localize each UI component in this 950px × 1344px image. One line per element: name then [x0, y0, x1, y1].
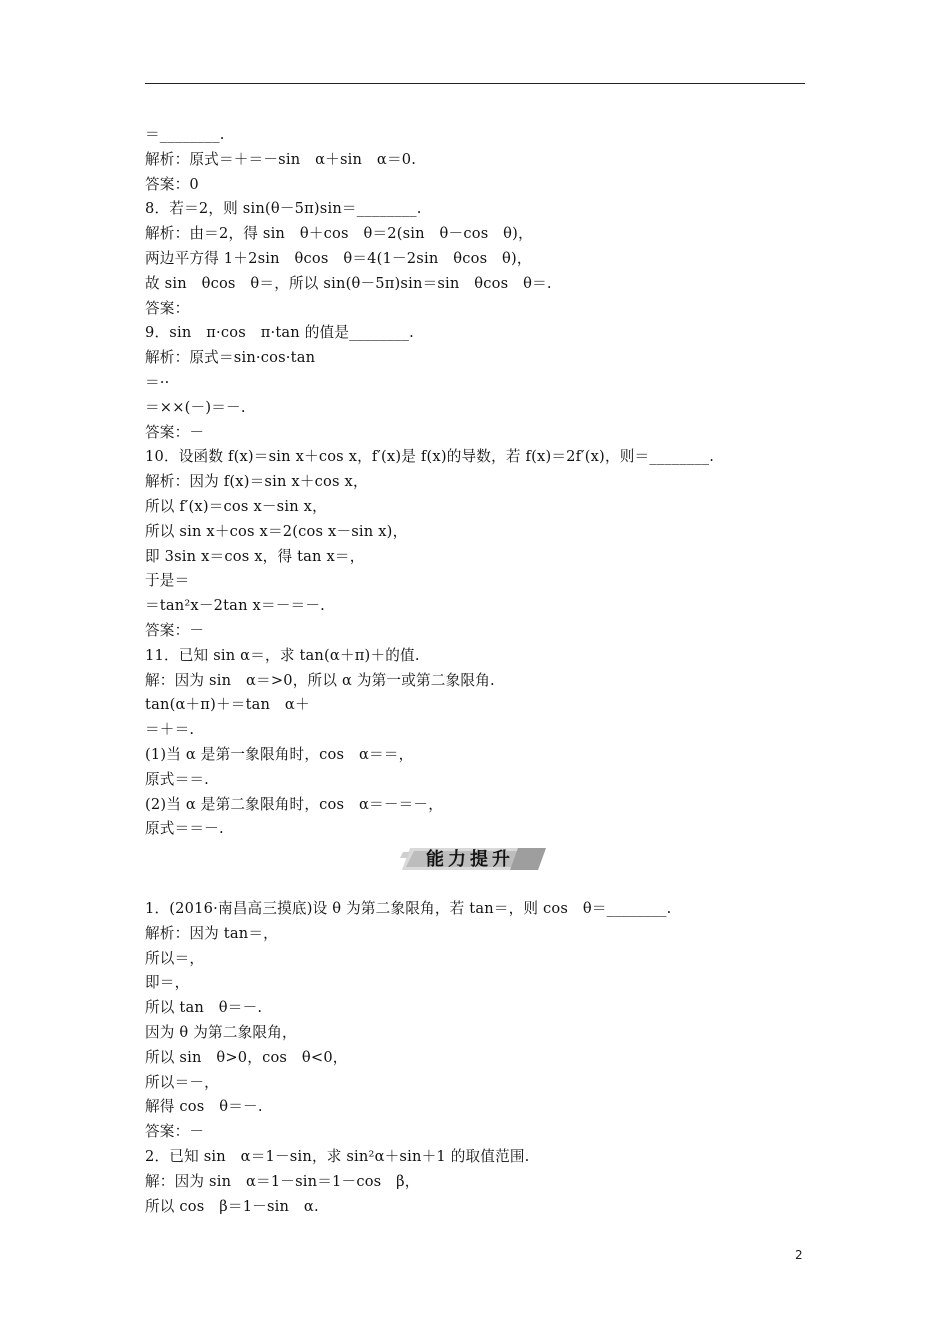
- text-line: 解：因为 sin α＝1－sin＝1－cos β，: [145, 1172, 420, 1190]
- text-line: 原式＝＝.: [145, 770, 210, 788]
- text-line: 9．sin π·cos π·tan 的值是________.: [145, 324, 414, 342]
- text-line: 即＝，: [145, 974, 190, 992]
- text-line: (2)当 α 是第二象限角时，cos α＝－＝－，: [145, 795, 444, 813]
- text-line: 答案：－: [145, 423, 205, 441]
- text-line: 解析：原式＝sin·cos·tan: [145, 349, 316, 367]
- text-line: 2．已知 sin α＝1－sin，求 sin²α＋sin＋1 的取值范围.: [145, 1147, 530, 1165]
- section-title: 能力提升: [426, 849, 514, 870]
- text-line: 解：因为 sin α＝>0，所以 α 为第一或第二象限角.: [145, 671, 495, 689]
- text-line: 答案：－: [145, 621, 205, 639]
- text-line: 两边平方得 1＋2sin θcos θ＝4(1－2sin θcos θ)，: [145, 249, 532, 267]
- ability-section-text: [145, 897, 805, 1219]
- text-line: 1．(2016·南昌高三摸底)设 θ 为第二象限角，若 tan＝，则 cos θ＝________.: [145, 900, 672, 917]
- text-line: ＝××(－)＝－.: [145, 398, 246, 416]
- text-line: 所以 tan θ＝－.: [145, 999, 263, 1017]
- text-line: tan(α＋π)＋＝tan α＋: [145, 696, 310, 714]
- text-line: 10．设函数 f(x)＝sin x＋cos x，f′(x)是 f(x)的导数，若 f(x)＝2f′(x)，则＝________.: [145, 448, 715, 466]
- text-line: 于是＝: [145, 572, 190, 590]
- text-line: 答案：－: [145, 1123, 205, 1141]
- text-line: 解析：因为 tan＝，: [145, 924, 278, 942]
- text-line: 所以 sin x＋cos x＝2(cos x－sin x)，: [145, 522, 408, 540]
- text-line: ＝________.: [145, 126, 225, 143]
- text-line: 所以＝－，: [145, 1073, 219, 1091]
- text-line: 解析：原式＝＋＝－sin α＋sin α＝0.: [145, 150, 417, 168]
- text-line: 8．若＝2，则 sin(θ－5π)sin＝________.: [145, 200, 422, 218]
- text-line: 所以 sin θ>0，cos θ<0，: [145, 1048, 348, 1066]
- text-line: 答案：0: [145, 175, 199, 193]
- text-line: 解得 cos θ＝－.: [145, 1098, 263, 1116]
- text-line: 即 3sin x＝cos x，得 tan x＝，: [145, 547, 365, 565]
- section-header: [0, 843, 950, 877]
- text-line: 答案：: [145, 299, 190, 317]
- text-line: 故 sin θcos θ＝，所以 sin(θ－5π)sin＝sin θcos θ＝.: [145, 274, 552, 292]
- text-line: 所以 cos β＝1－sin α.: [145, 1197, 319, 1215]
- text-line: 11．已知 sin α＝，求 tan(α＋π)＋的值.: [145, 646, 420, 664]
- text-line: 因为 θ 为第二象限角，: [145, 1023, 297, 1041]
- header-rule: [145, 83, 805, 84]
- page-number: 2: [795, 1248, 803, 1262]
- text-line: 解析：由＝2，得 sin θ＋cos θ＝2(sin θ－cos θ)，: [145, 225, 533, 243]
- text-line: (1)当 α 是第一象限角时，cos α＝＝，: [145, 745, 414, 763]
- text-line: ＝··: [145, 373, 170, 391]
- text-line: 原式＝＝－.: [145, 820, 224, 838]
- solution-text-block: [145, 123, 805, 842]
- text-line: ＝tan²x－2tan x＝－＝－.: [145, 597, 325, 615]
- text-line: 所以 f′(x)＝cos x－sin x，: [145, 497, 327, 515]
- text-line: 所以＝，: [145, 949, 205, 967]
- text-line: 解析：因为 f(x)＝sin x＋cos x，: [145, 473, 368, 491]
- text-line: ＝＋＝.: [145, 721, 195, 739]
